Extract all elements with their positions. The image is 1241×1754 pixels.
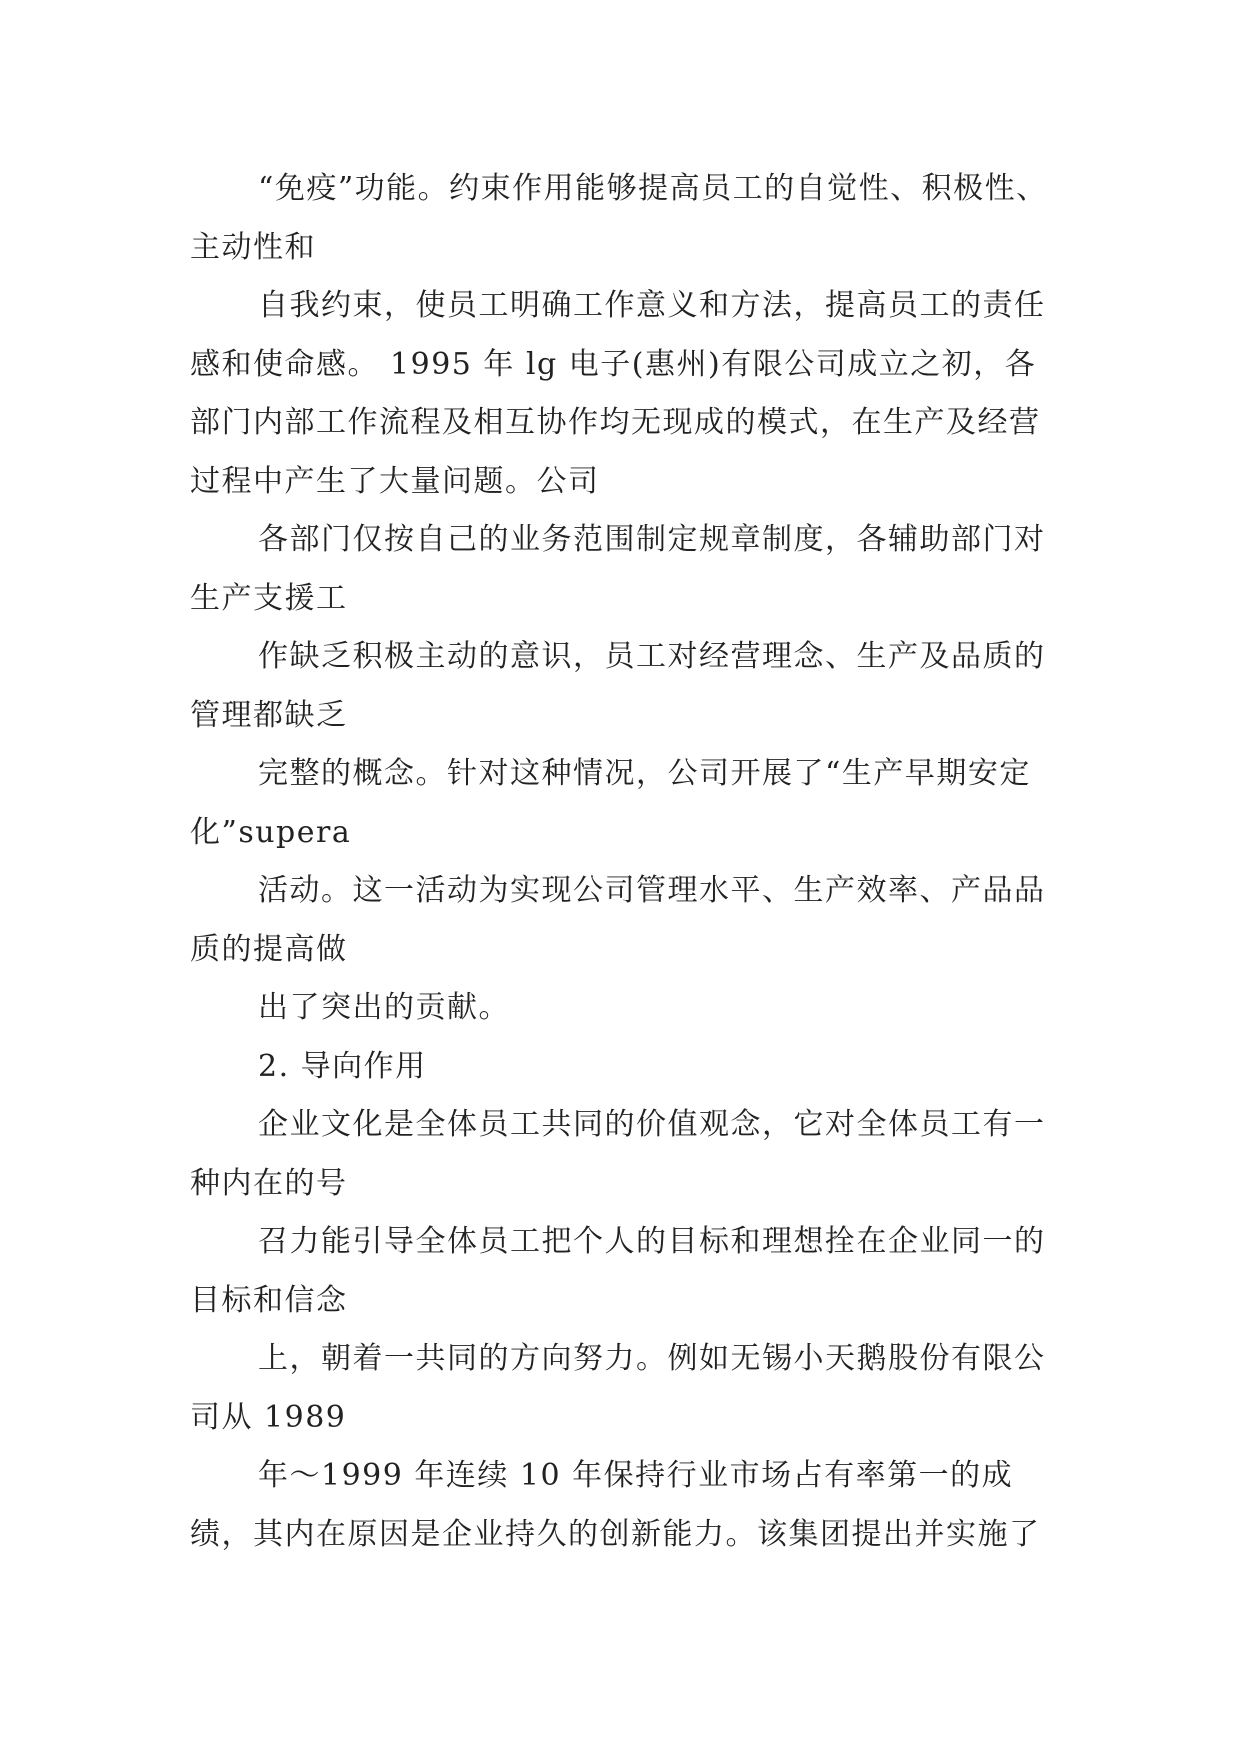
paragraph-1: “免疫”功能。约束作用能够提高员工的自觉性、积极性、主动性和	[190, 171, 1048, 265]
paragraph-2: 自我约束，使员工明确工作意义和方法，提高员工的责任感和使命感。 1995 年 lg 电子(惠州)有限公司成立之初，各部门内部工作流程及相互协作均无现成的模式，在生产及经营过程中产生了大量问题。公司	[190, 288, 1046, 499]
paragraph-9: 召力能引导全体员工把个人的目标和理想拴在企业同一的目标和信念	[190, 1224, 1046, 1318]
paragraph-10: 上，朝着一共同的方向努力。例如无锡小天鹅股份有限公司从 1989	[190, 1341, 1046, 1435]
section-heading-guidance: 2. 导向作用	[258, 1048, 427, 1084]
paragraph-5: 完整的概念。针对这种情况，公司开展了“生产早期安定化”supera	[190, 756, 1031, 850]
paragraph-11: 年～1999 年连续 10 年保持行业市场占有率第一的成绩，其内在原因是企业持久的创新能力。该集团提出并实施了	[190, 1458, 1041, 1552]
paragraph-4: 作缺乏积极主动的意识，员工对经营理念、生产及品质的管理都缺乏	[190, 639, 1046, 733]
paragraph-7: 出了突出的贡献。	[258, 990, 510, 1025]
paragraph-3: 各部门仅按自己的业务范围制定规章制度，各辅助部门对生产支援工	[190, 522, 1046, 616]
paragraph-6: 活动。这一活动为实现公司管理水平、生产效率、产品品质的提高做	[190, 873, 1046, 967]
paragraph-8: 企业文化是全体员工共同的价值观念，它对全体员工有一种内在的号	[190, 1107, 1046, 1201]
document-body	[190, 160, 1060, 1564]
